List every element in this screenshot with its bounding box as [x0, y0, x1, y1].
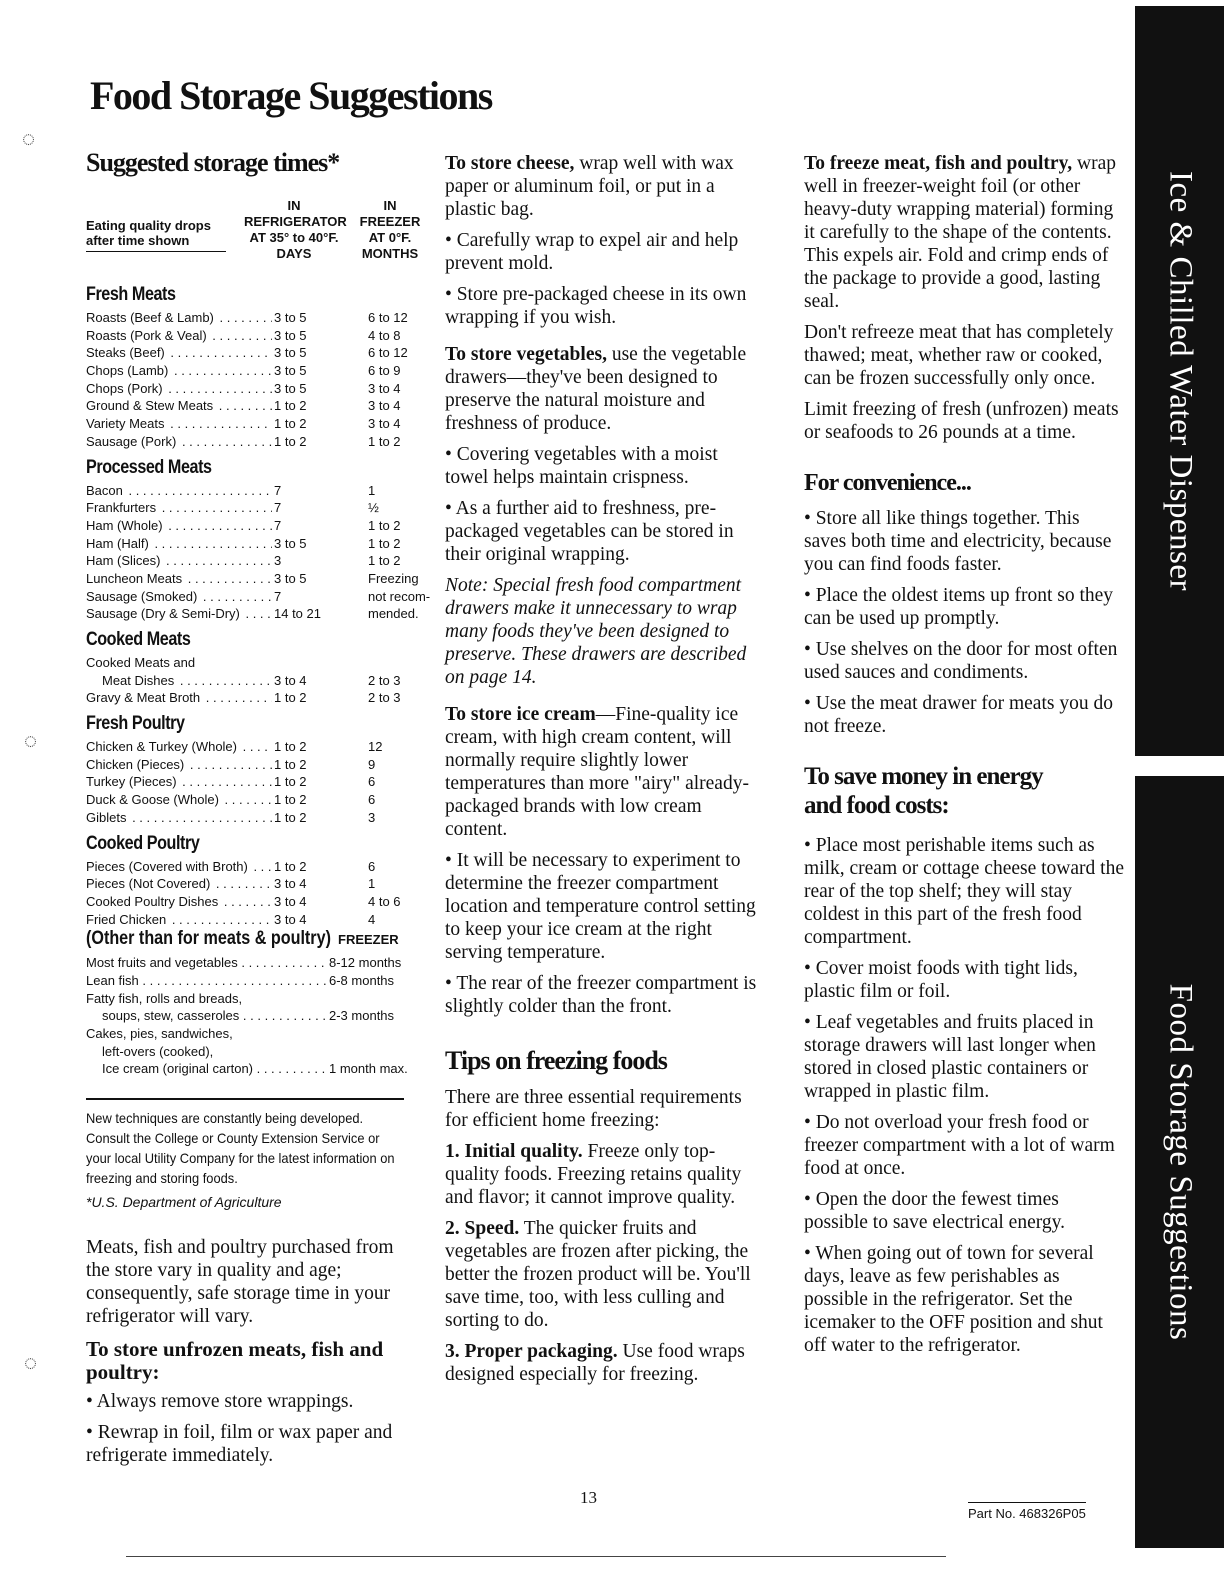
refrigerator-days: 3 to 4: [274, 672, 307, 688]
table-header: [86, 198, 421, 278]
food-name: Roasts (Beef & Lamb): [86, 310, 214, 325]
column-freezing-energy: [804, 152, 1124, 1365]
usda-note: New techniques are constantly being developed. Consult the College or County Extension Service or your local Utility Company for the latest information on freezing and storing foods.: [86, 1110, 395, 1187]
food-name: Meat Dishes: [102, 672, 175, 688]
list-item: • Always remove store wrappings.: [86, 1391, 354, 1413]
table-row: [86, 954, 416, 972]
meats-paragraph: Meats, fish and poultry purchased from the store vary in quality and age; consequently, safe storage time in your refrigerator will vary.: [86, 1237, 394, 1328]
freezer-time: 2-3 months: [329, 1008, 395, 1024]
food-name: Fatty fish, rolls and breads,: [86, 990, 243, 1006]
category-title: Fresh Meats: [86, 284, 176, 305]
table-row: [86, 654, 416, 672]
refrigerator-days: 1 to 2: [274, 792, 307, 808]
divider: [86, 1098, 404, 1100]
food-name: Steaks (Beef): [86, 345, 165, 361]
category-title: Fresh Poultry: [86, 713, 185, 735]
refrigerator-days: 3 to 4: [274, 893, 307, 909]
freezer-months: 1: [368, 482, 376, 498]
freezer-months: 4: [368, 911, 376, 927]
storage-times-heading: Suggested storage times*: [86, 148, 340, 177]
punch-mark-icon: ◌: [24, 1350, 38, 1375]
refrigerator-days: 1 to 2: [274, 774, 307, 790]
freezer-months: 2 to 3: [368, 672, 401, 688]
table-row: [86, 380, 416, 398]
food-name: Chicken (Pieces): [86, 756, 185, 772]
table-row: [86, 689, 416, 707]
table-row: [86, 517, 416, 535]
food-name: Fried Chicken: [86, 911, 167, 927]
list-item: • As a further aid to freshness, pre-packaged vegetables can be stored in their original wrapping.: [445, 498, 734, 565]
table-row: [86, 791, 416, 809]
table-row: [86, 552, 416, 570]
refrigerator-days: 3: [274, 553, 282, 569]
side-tab-food-storage[interactable]: [1135, 776, 1224, 1548]
freezer-months: mended.: [368, 606, 419, 622]
refrigerator-days: 3 to 5: [274, 327, 307, 343]
table-row: [86, 397, 416, 415]
table-row: [86, 499, 416, 517]
refrigerator-days: 7: [274, 500, 282, 516]
food-name: Ham (Whole): [86, 517, 163, 533]
vegetables-paragraph: To store vegetables, use the vegetable drawers—they've been designed to preserve the natural moisture and freshness of produce.: [445, 344, 747, 434]
list-item: • Cover moist foods with tight lids, plastic film or foil.: [804, 958, 1078, 1002]
refrigerator-days: 14 to 21: [274, 606, 321, 622]
freezer-months: 6 to 12: [368, 345, 408, 361]
table-row: [86, 1043, 416, 1061]
list-item: • Use shelves on the door for most often used sauces and condiments.: [804, 639, 1118, 683]
freezer-months: 4 to 8: [368, 327, 401, 343]
table-row: [86, 535, 416, 553]
column-cheese-vegetables: [445, 152, 760, 1394]
freezer-months: 6: [368, 774, 376, 790]
limit-paragraph: Limit freezing of fresh (unfrozen) meats or seafoods to 26 pounds at a time.: [804, 399, 1119, 443]
part-number: Part No. 468326P05: [968, 1502, 1086, 1521]
table-row: [86, 911, 416, 929]
table-row: [86, 415, 416, 433]
drawers-note: Note: Special fresh food compartment drawers make it unnecessary to wrap many foods they've been designed to preserve. These drawers are described on page 14.: [445, 575, 747, 688]
side-tab-ice-dispenser[interactable]: [1135, 6, 1224, 756]
table-row: [86, 482, 416, 500]
list-item: • Place the oldest items up front so they can be used up promptly.: [804, 585, 1114, 629]
list-item: • When going out of town for several days, leave as few perishables as possible in the refrigerator. Set the icemaker to the OFF position and shut off water to the refrigerator.: [804, 1243, 1103, 1356]
freezer-months: 2 to 3: [368, 690, 401, 706]
refrigerator-days: 1 to 2: [274, 756, 307, 772]
food-name: Pieces (Covered with Broth): [86, 858, 248, 874]
list-item: • Carefully wrap to expel air and help prevent mold.: [445, 230, 739, 274]
food-name: soups, stew, casseroles: [102, 1008, 240, 1024]
footer-rule: [126, 1556, 946, 1557]
refrigerator-days: 1 to 2: [274, 416, 307, 432]
refrigerator-days: 1 to 2: [274, 809, 307, 825]
table-row: [86, 362, 416, 380]
other-freezer-label: FREEZER: [338, 932, 399, 948]
convenience-heading: For convenience...: [804, 470, 971, 496]
table-row: [86, 309, 416, 327]
food-name: Sausage (Smoked): [86, 588, 198, 604]
table-row: [86, 990, 416, 1008]
freezer-header: IN FREEZER AT 0°F. MONTHS: [359, 198, 421, 261]
convenience-list: [804, 507, 1124, 738]
food-name: Ham (Half): [86, 535, 149, 551]
refrigerator-days: 1 to 2: [274, 739, 307, 755]
refrigerator-days: 3 to 5: [274, 310, 307, 325]
table-row: [86, 773, 416, 791]
freezer-months: 1 to 2: [368, 433, 401, 449]
table-row: [86, 588, 431, 606]
column-storage-times: [86, 148, 431, 1475]
other-category-title: (Other than for meats & poultry): [86, 928, 331, 950]
save-money-list: [804, 834, 1124, 1357]
category-title: Cooked Poultry: [86, 832, 200, 854]
food-name: Most fruits and vegetables: [86, 955, 238, 971]
food-name: Gravy & Meat Broth: [86, 690, 201, 706]
food-name: Roasts (Pork & Veal): [86, 327, 207, 343]
freezer-months: 3 to 4: [368, 416, 401, 432]
table-row: [86, 605, 419, 623]
list-item: • Store pre-packaged cheese in its own wrapping if you wish.: [445, 284, 747, 328]
usda-source: *U.S. Department of Agriculture: [86, 1194, 282, 1211]
food-name: Cooked Poultry Dishes: [86, 893, 219, 909]
refrigerator-days: 3 to 5: [274, 363, 307, 379]
refrigerator-header: IN REFRIGERATOR AT 35° to 40°F. DAYS: [244, 198, 347, 261]
refrigerator-days: 3 to 4: [274, 911, 307, 927]
food-name: Cooked Meats and: [86, 655, 196, 670]
list-item: • Use the meat drawer for meats you do not freeze.: [804, 693, 1113, 737]
list-item: • Leaf vegetables and fruits placed in storage drawers will last longer when stored in closed plastic containers or wrapped in plastic film.: [804, 1012, 1096, 1102]
freezer-months: 12: [368, 739, 383, 755]
ice-cream-paragraph: To store ice cream—Fine-quality ice cream, with high cream content, will normally require slightly lower temperatures than more "airy" already-packaged brands with low cream content.: [445, 704, 749, 840]
freezer-months: not recom-: [368, 588, 431, 604]
category-title: Cooked Meats: [86, 629, 191, 650]
list-item: • It will be necessary to experiment to determine the freezer compartment location and temperature control setting to keep your ice cream at the right serving temperature.: [445, 850, 756, 963]
food-name: Bacon: [86, 482, 123, 498]
tip-item: 1. Initial quality. Freeze only top-quality foods. Freezing retains quality and flavor; it cannot improve quality.: [445, 1141, 742, 1208]
eating-quality-label: Eating quality drops after time shown: [86, 218, 226, 252]
freezer-months: ½: [368, 500, 379, 516]
table-row: [86, 858, 416, 876]
table-row: [86, 875, 416, 893]
punch-mark-icon: ◌: [24, 728, 38, 753]
table-row: [86, 809, 416, 827]
storage-table: [86, 198, 431, 1078]
food-name: Frankfurters: [86, 500, 157, 516]
table-row: [86, 570, 419, 588]
refrigerator-days: 7: [274, 517, 282, 533]
table-row: [86, 672, 416, 690]
food-name: Ham (Slices): [86, 553, 161, 569]
table-row: [86, 756, 416, 774]
refrigerator-days: 1 to 2: [274, 398, 307, 414]
tip-item: 3. Proper packaging. Use food wraps designed especially for freezing.: [445, 1341, 745, 1385]
food-name: Ice cream (original carton): [102, 1061, 253, 1077]
food-name: Turkey (Pieces): [86, 774, 177, 790]
freezer-months: 1 to 2: [368, 553, 401, 569]
freezer-months: 3 to 4: [368, 398, 401, 414]
tips-heading: Tips on freezing foods: [445, 1046, 667, 1075]
food-name: Sausage (Pork): [86, 433, 177, 449]
table-row: [86, 344, 416, 362]
list-item: • Rewrap in foil, film or wax paper and refrigerate immediately.: [86, 1422, 393, 1467]
refrigerator-days: 3 to 5: [274, 570, 307, 586]
freezer-months: 1 to 2: [368, 517, 401, 533]
list-item: • Open the door the fewest times possible to save electrical energy.: [804, 1189, 1065, 1233]
side-tab-label: Food Storage Suggestions: [1162, 983, 1198, 1341]
list-item: • Place most perishable items such as milk, cream or cottage cheese toward the rear of the top shelf; they will stay coldest in this part of the fresh food compartment.: [804, 835, 1124, 948]
refrigerator-days: 7: [274, 482, 282, 498]
freezer-time: 1 month max.: [329, 1061, 408, 1077]
tip-item: 2. Speed. The quicker fruits and vegetables are frozen after picking, the better the frozen product will be. You'll save time, too, with less culling and sorting to do.: [445, 1218, 751, 1331]
unfrozen-heading: To store unfrozen meats, fish and poultry:: [86, 1337, 384, 1385]
freezer-months: 9: [368, 756, 376, 772]
refrigerator-days: 3 to 5: [274, 380, 307, 396]
freezer-months: 6: [368, 858, 376, 874]
food-name: Cakes, pies, sandwiches,: [86, 1026, 233, 1041]
freeze-paragraph: To freeze meat, fish and poultry, wrap well in freezer-weight foil (or other heavy-duty wrapping material) forming it carefully to the shape of the contents. This expels air. Fold and crimp ends of the package to provide a good, lasting seal.: [804, 153, 1116, 312]
food-name: Luncheon Meats: [86, 570, 183, 586]
punch-mark-icon: ◌: [22, 126, 36, 151]
table-row: [86, 1025, 416, 1043]
freezer-months: 3: [368, 809, 376, 825]
table-row: [86, 327, 416, 345]
table-row: [86, 433, 416, 451]
table-row: [86, 738, 416, 756]
freezer-months: 1 to 2: [368, 535, 401, 551]
refrigerator-days: 3 to 5: [274, 345, 307, 361]
food-name: Pieces (Not Covered): [86, 876, 211, 892]
list-item: • Covering vegetables with a moist towel helps maintain crispness.: [445, 444, 718, 488]
refrigerator-days: 7: [274, 588, 282, 604]
refrigerator-days: 3 to 4: [274, 876, 307, 892]
food-name: Sausage (Dry & Semi-Dry): [86, 606, 240, 622]
refrigerator-days: 3 to 5: [274, 535, 307, 551]
cheese-paragraph: To store cheese, wrap well with wax paper or aluminum foil, or put in a plastic bag.: [445, 153, 734, 220]
food-name: Lean fish: [86, 972, 139, 988]
refrigerator-days: 1 to 2: [274, 690, 307, 706]
food-name: Chops (Pork): [86, 380, 163, 396]
page-title: Food Storage Suggestions: [90, 73, 492, 118]
side-tab-label: Ice & Chilled Water Dispenser: [1162, 171, 1198, 591]
table-row: [86, 893, 416, 911]
food-name: Ground & Stew Meats: [86, 398, 214, 414]
tips-intro: There are three essential requirements for efficient home freezing:: [445, 1087, 742, 1131]
other-rows: [86, 954, 416, 1078]
list-item: • The rear of the freezer compartment is slightly colder than the front.: [445, 973, 757, 1017]
freezer-time: 6-8 months: [329, 972, 395, 988]
food-name: Giblets: [86, 809, 127, 825]
food-name: left-overs (cooked),: [102, 1043, 214, 1059]
category-title: Processed Meats: [86, 456, 212, 478]
save-money-heading: To save money in energy and food costs:: [804, 763, 1043, 819]
food-name: Chops (Lamb): [86, 363, 169, 379]
table-row: [86, 972, 416, 990]
freezer-time: 8-12 months: [329, 955, 402, 971]
freezer-months: 1: [368, 876, 376, 892]
refrigerator-days: 1 to 2: [274, 433, 307, 449]
table-row: [86, 1060, 416, 1078]
page-number: 13: [580, 1488, 597, 1507]
freezer-months: 4 to 6: [368, 893, 401, 909]
food-name: Variety Meats: [86, 416, 165, 432]
table-categories: [86, 284, 431, 928]
other-category: [86, 928, 416, 954]
freezer-months: 6 to 9: [368, 363, 401, 379]
list-item: • Store all like things together. This saves both time and electricity, because you can find foods faster.: [804, 508, 1112, 575]
refrigerator-days: 1 to 2: [274, 858, 307, 874]
freezer-months: 3 to 4: [368, 380, 401, 396]
freezer-months: Freezing: [368, 570, 419, 586]
table-row: [86, 1007, 416, 1025]
refreeze-paragraph: Don't refreeze meat that has completely thawed; meat, whether raw or cooked, can be frozen successfully only once.: [804, 322, 1114, 389]
list-item: • Do not overload your fresh food or freezer compartment with a lot of warm food at once.: [804, 1112, 1115, 1179]
freezer-months: 6: [368, 792, 376, 808]
food-name: Chicken & Turkey (Whole): [86, 739, 237, 755]
freezer-months: 6 to 12: [368, 310, 408, 325]
food-name: Duck & Goose (Whole): [86, 792, 219, 808]
